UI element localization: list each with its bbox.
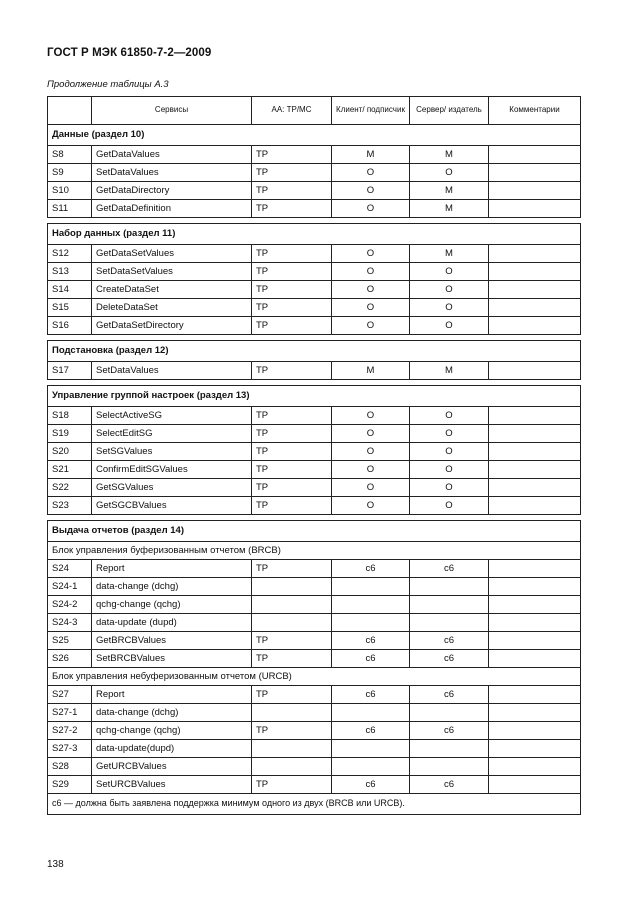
server-value: c6	[410, 632, 489, 650]
aa-value: TP	[252, 686, 332, 704]
service-code: S22	[48, 479, 92, 497]
table-row	[48, 686, 581, 704]
section-title: Выдача отчетов (раздел 14)	[48, 521, 581, 542]
service-name: GetDataSetValues	[92, 245, 252, 263]
client-value	[332, 704, 410, 722]
server-value	[410, 704, 489, 722]
comment-value	[489, 686, 581, 704]
service-code: S9	[48, 164, 92, 182]
service-name: GetSGValues	[92, 479, 252, 497]
client-value: M	[332, 146, 410, 164]
section-header-row	[48, 125, 581, 146]
client-value: c6	[332, 560, 410, 578]
server-value: O	[410, 317, 489, 335]
client-value	[332, 578, 410, 596]
service-code: S21	[48, 461, 92, 479]
comment-value	[489, 704, 581, 722]
service-name: SelectActiveSG	[92, 407, 252, 425]
subheading-text: Блок управления небуферизованным отчетом (URCB)	[48, 668, 581, 686]
service-code: S15	[48, 299, 92, 317]
service-code: S24-1	[48, 578, 92, 596]
comment-value	[489, 281, 581, 299]
client-value: c6	[332, 686, 410, 704]
table-header-row	[48, 97, 581, 125]
client-value: c6	[332, 722, 410, 740]
aa-value: TP	[252, 443, 332, 461]
server-value	[410, 578, 489, 596]
comment-value	[489, 758, 581, 776]
section-header-row	[48, 224, 581, 245]
service-name: ConfirmEditSGValues	[92, 461, 252, 479]
service-code: S8	[48, 146, 92, 164]
server-value: M	[410, 146, 489, 164]
client-value	[332, 596, 410, 614]
comment-value	[489, 614, 581, 632]
server-value: O	[410, 164, 489, 182]
aa-value: TP	[252, 245, 332, 263]
service-name: Report	[92, 560, 252, 578]
aa-value	[252, 578, 332, 596]
aa-value	[252, 596, 332, 614]
service-code: S24-3	[48, 614, 92, 632]
section-title: Управление группой настроек (раздел 13)	[48, 386, 581, 407]
service-name: SetSGValues	[92, 443, 252, 461]
aa-value: TP	[252, 632, 332, 650]
comment-value	[489, 407, 581, 425]
client-value: O	[332, 443, 410, 461]
service-name: GetDataSetDirectory	[92, 317, 252, 335]
page-number: 138	[47, 859, 64, 870]
client-value	[332, 758, 410, 776]
comment-value	[489, 146, 581, 164]
client-value: O	[332, 263, 410, 281]
table-row	[48, 461, 581, 479]
table-row	[48, 281, 581, 299]
service-code: S13	[48, 263, 92, 281]
document-title: ГОСТ Р МЭК 61850-7-2—2009	[47, 47, 212, 59]
server-value	[410, 614, 489, 632]
comment-value	[489, 497, 581, 515]
header-server: Сервер/ издатель	[410, 97, 489, 125]
table-row	[48, 443, 581, 461]
table-row	[48, 479, 581, 497]
aa-value: TP	[252, 281, 332, 299]
aa-value: TP	[252, 146, 332, 164]
aa-value: TP	[252, 722, 332, 740]
subheading-row	[48, 668, 581, 686]
aa-value	[252, 704, 332, 722]
header-comments: Комментарии	[489, 97, 581, 125]
server-value: O	[410, 461, 489, 479]
table-row	[48, 632, 581, 650]
table-row	[48, 263, 581, 281]
services-table	[47, 96, 581, 815]
comment-value	[489, 560, 581, 578]
service-name: GetDataDefinition	[92, 200, 252, 218]
table-row	[48, 407, 581, 425]
client-value: O	[332, 281, 410, 299]
client-value: c6	[332, 776, 410, 794]
aa-value: TP	[252, 479, 332, 497]
service-name: DeleteDataSet	[92, 299, 252, 317]
client-value	[332, 740, 410, 758]
service-code: S17	[48, 362, 92, 380]
service-name: data-update(dupd)	[92, 740, 252, 758]
service-code: S12	[48, 245, 92, 263]
comment-value	[489, 443, 581, 461]
server-value: c6	[410, 650, 489, 668]
table-row	[48, 164, 581, 182]
service-name: GetBRCBValues	[92, 632, 252, 650]
table-row	[48, 740, 581, 758]
table-row	[48, 614, 581, 632]
header-services: Сервисы	[92, 97, 252, 125]
subheading-text: Блок управления буферизованным отчетом (BRCB)	[48, 542, 581, 560]
service-name: qchg-change (qchg)	[92, 722, 252, 740]
server-value: O	[410, 281, 489, 299]
table-row	[48, 758, 581, 776]
service-name: qchg-change (qchg)	[92, 596, 252, 614]
table-row	[48, 182, 581, 200]
client-value: O	[332, 200, 410, 218]
table-caption: Продолжение таблицы А.3	[47, 79, 169, 90]
table-row	[48, 245, 581, 263]
server-value: M	[410, 182, 489, 200]
client-value: O	[332, 182, 410, 200]
subheading-row	[48, 542, 581, 560]
server-value: c6	[410, 560, 489, 578]
service-code: S26	[48, 650, 92, 668]
server-value: O	[410, 299, 489, 317]
client-value: M	[332, 362, 410, 380]
server-value: O	[410, 263, 489, 281]
comment-value	[489, 425, 581, 443]
server-value: O	[410, 425, 489, 443]
aa-value: TP	[252, 263, 332, 281]
table-row	[48, 200, 581, 218]
server-value: c6	[410, 722, 489, 740]
aa-value: TP	[252, 776, 332, 794]
server-value: M	[410, 200, 489, 218]
comment-value	[489, 632, 581, 650]
table-row	[48, 776, 581, 794]
service-code: S29	[48, 776, 92, 794]
server-value: O	[410, 443, 489, 461]
comment-value	[489, 164, 581, 182]
comment-value	[489, 245, 581, 263]
table-row	[48, 596, 581, 614]
service-code: S25	[48, 632, 92, 650]
client-value: O	[332, 164, 410, 182]
comment-value	[489, 479, 581, 497]
service-code: S18	[48, 407, 92, 425]
section-title: Подстановка (раздел 12)	[48, 341, 581, 362]
comment-value	[489, 461, 581, 479]
server-value	[410, 740, 489, 758]
server-value: c6	[410, 776, 489, 794]
client-value: O	[332, 299, 410, 317]
client-value: O	[332, 497, 410, 515]
service-code: S10	[48, 182, 92, 200]
service-name: CreateDataSet	[92, 281, 252, 299]
comment-value	[489, 200, 581, 218]
service-name: SetDataSetValues	[92, 263, 252, 281]
table-row	[48, 317, 581, 335]
section-header-row	[48, 341, 581, 362]
comment-value	[489, 650, 581, 668]
comment-value	[489, 317, 581, 335]
service-name: SetBRCBValues	[92, 650, 252, 668]
service-code: S24-2	[48, 596, 92, 614]
service-name: SelectEditSG	[92, 425, 252, 443]
comment-value	[489, 596, 581, 614]
aa-value: TP	[252, 182, 332, 200]
aa-value: TP	[252, 362, 332, 380]
section-title: Набор данных (раздел 11)	[48, 224, 581, 245]
aa-value: TP	[252, 317, 332, 335]
service-name: GetDataValues	[92, 146, 252, 164]
table-row	[48, 560, 581, 578]
section-header-row	[48, 386, 581, 407]
comment-value	[489, 362, 581, 380]
client-value: O	[332, 425, 410, 443]
service-code: S16	[48, 317, 92, 335]
table-row	[48, 722, 581, 740]
server-value: M	[410, 362, 489, 380]
server-value: O	[410, 497, 489, 515]
table-row	[48, 146, 581, 164]
server-value: c6	[410, 686, 489, 704]
comment-value	[489, 740, 581, 758]
table-row	[48, 704, 581, 722]
footnote-text: c6 — должна быть заявлена поддержка минимум одного из двух (BRCB или URCB).	[48, 794, 581, 815]
aa-value: TP	[252, 425, 332, 443]
server-value: M	[410, 245, 489, 263]
table-row	[48, 650, 581, 668]
service-name: GetDataDirectory	[92, 182, 252, 200]
aa-value: TP	[252, 461, 332, 479]
table-row	[48, 299, 581, 317]
service-code: S27-2	[48, 722, 92, 740]
section-header-row	[48, 521, 581, 542]
service-name: SetDataValues	[92, 362, 252, 380]
aa-value	[252, 758, 332, 776]
service-code: S23	[48, 497, 92, 515]
comment-value	[489, 182, 581, 200]
service-code: S20	[48, 443, 92, 461]
aa-value: TP	[252, 497, 332, 515]
aa-value: TP	[252, 200, 332, 218]
server-value: O	[410, 407, 489, 425]
client-value: O	[332, 407, 410, 425]
server-value	[410, 596, 489, 614]
aa-value: TP	[252, 164, 332, 182]
service-name: GetURCBValues	[92, 758, 252, 776]
service-code: S27-3	[48, 740, 92, 758]
aa-value: TP	[252, 407, 332, 425]
header-aa: АА: ТР/МС	[252, 97, 332, 125]
table-body	[48, 125, 581, 815]
aa-value	[252, 614, 332, 632]
header-code	[48, 97, 92, 125]
client-value: O	[332, 317, 410, 335]
service-name: GetSGCBValues	[92, 497, 252, 515]
table-row	[48, 497, 581, 515]
service-code: S11	[48, 200, 92, 218]
service-code: S27-1	[48, 704, 92, 722]
service-name: Report	[92, 686, 252, 704]
client-value: O	[332, 479, 410, 497]
service-name: data-change (dchg)	[92, 578, 252, 596]
table-row	[48, 578, 581, 596]
service-name: SetURCBValues	[92, 776, 252, 794]
client-value: O	[332, 245, 410, 263]
aa-value	[252, 740, 332, 758]
aa-value: TP	[252, 560, 332, 578]
comment-value	[489, 263, 581, 281]
client-value	[332, 614, 410, 632]
service-code: S28	[48, 758, 92, 776]
aa-value: TP	[252, 650, 332, 668]
header-client: Клиент/ подписчик	[332, 97, 410, 125]
service-name: data-change (dchg)	[92, 704, 252, 722]
service-name: SetDataValues	[92, 164, 252, 182]
comment-value	[489, 299, 581, 317]
aa-value: TP	[252, 299, 332, 317]
comment-value	[489, 578, 581, 596]
client-value: c6	[332, 650, 410, 668]
service-code: S27	[48, 686, 92, 704]
service-code: S14	[48, 281, 92, 299]
service-code: S19	[48, 425, 92, 443]
table-row	[48, 425, 581, 443]
client-value: c6	[332, 632, 410, 650]
comment-value	[489, 722, 581, 740]
server-value: O	[410, 479, 489, 497]
comment-value	[489, 776, 581, 794]
footnote-row	[48, 794, 581, 815]
service-name: data-update (dupd)	[92, 614, 252, 632]
section-title: Данные (раздел 10)	[48, 125, 581, 146]
client-value: O	[332, 461, 410, 479]
service-code: S24	[48, 560, 92, 578]
server-value	[410, 758, 489, 776]
table-row	[48, 362, 581, 380]
